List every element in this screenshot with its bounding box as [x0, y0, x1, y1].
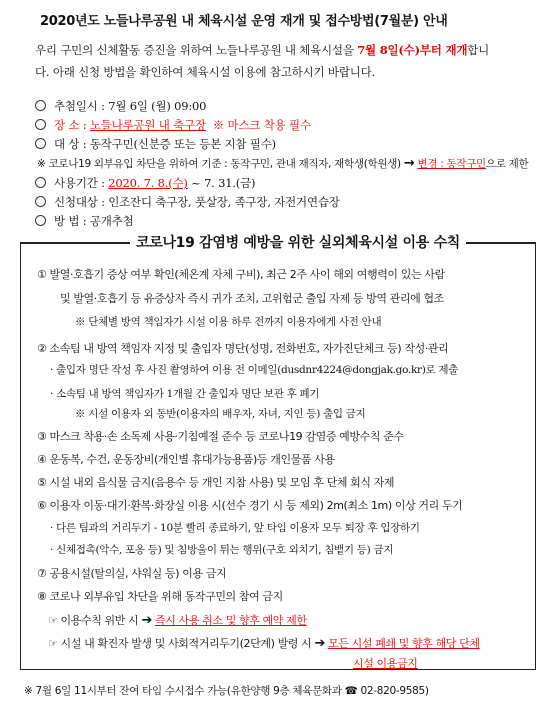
rule-3: ③ 마스크 착용·손 소독제 사용·기침예절 준수 등 코로나19 감염증 예방수칙 준수 [37, 430, 404, 443]
intro-line-2: 다. 아래 신청 방법을 확인하여 체육시설 이용에 참고하시기 바랍니다. [35, 65, 376, 79]
heading-divider [20, 242, 130, 243]
rule-4: ④ 운동복, 수건, 운동장비(개인별 휴대가능용품)등 개인물품 사용 [37, 453, 335, 466]
rule-1-note: ※ 단체별 방역 책임자가 시설 이용 하루 전까지 이용자에게 사전 안내 [75, 316, 382, 328]
rule-8-sub-1 [48, 612, 307, 628]
method-text: 방 법 : 공개추첨 [54, 214, 134, 228]
restriction-change: 변경 : 동작구민 [417, 158, 486, 170]
period-start: 2020. 7. 8.(수) [108, 176, 188, 190]
closure-penalty-cont: 시설 이용금지 [353, 657, 418, 670]
draw-date-text: 추첨일시 : 7월 6일 (월) 09:00 [54, 99, 207, 113]
rule-8-sub-2 [48, 635, 480, 651]
page-title: 2020년도 노들나루공원 내 체육시설 운영 재개 및 접수방법(7월분) 안내 [40, 14, 448, 29]
method-row [35, 213, 134, 229]
facility-row [35, 194, 340, 210]
rule-2-note: ※ 시설 이용자 외 동반(이용자의 배우자, 자녀, 지인 등) 출입 금지 [75, 408, 366, 420]
rules-heading-wrap [20, 230, 536, 254]
rule-6-sub-1: · 다른 팀과의 거리두기 - 10분 빨리 종료하기, 앞 타임 이용자 모두 퇴장 후 입장하기 [50, 522, 420, 534]
rule-6-sub-2: · 신체접촉(악수, 포옹 등) 및 침방울이 튀는 행위(구호 외치기, 침뱉기 등) 금지 [50, 544, 394, 556]
rule-2: ② 소속팀 내 방역 책임자 지정 및 출입자 명단(성명, 전화번호, 자가진단체크 등) 작성·관리 [37, 342, 449, 355]
period-end: ~ 7. 31.(금) [191, 176, 256, 190]
intro-text: 우리 구민의 신체활동 증진을 위하여 노들나루공원 내 체육시설을 [35, 43, 354, 57]
rule-1-line-1: ① 발열·호흡기 증상 여부 확인(체온계 자체 구비), 최근 2주 사이 해외 여행력이 있는 사람 [37, 268, 445, 281]
rule-5: ⑤ 시설 내외 음식물 금지(음용수 등 개인 지참 사용) 및 모임 후 단체 회식 자제 [37, 476, 395, 489]
bullet-circle-icon [35, 138, 46, 149]
violation-label: ☞ 이용수칙 위반 시 [48, 614, 139, 627]
confirmed-case-label: ☞ 시설 내 확진자 발생 및 사회적거리두기(2단계) 발령 시 [48, 637, 312, 650]
closure-penalty: 모든 시설 폐쇄 및 향후 해당 단체 [328, 637, 480, 650]
arrow-right-icon: → [403, 156, 415, 171]
bullet-circle-icon [35, 100, 46, 111]
place-value: 노들나루공원 내 축구장 [89, 118, 206, 132]
arrow-right-icon: ➔ [314, 636, 325, 651]
place-label: 장 소 : [54, 118, 87, 132]
rule-7: ⑦ 공용시설(탈의실, 샤워실 등) 이용 금지 [37, 567, 227, 580]
bullet-circle-icon [35, 177, 46, 188]
arrow-right-icon: ➔ [141, 613, 152, 628]
rule-2-sub-2: · 소속팀 내 방역 책임자가 1개월 간 출입자 명단 보관 후 폐기 [50, 388, 320, 400]
intro-highlight: 7월 8일(수)부터 재개 [357, 43, 468, 57]
mask-note: ※ 마스크 착용 필수 [212, 118, 311, 132]
restriction-note-text: ※ 코로나19 외부유입 차단을 위하여 기준 : 동작구민, 관내 재직자, 재학생(학원생) [37, 158, 401, 170]
intro-text-end: 합니 [467, 43, 490, 57]
restriction-note-end: 으로 제한 [485, 158, 529, 170]
period-label: 사용기간 : [54, 176, 105, 190]
rule-8: ⑧ 코로나 외부유입 차단을 위해 동작구민의 참여 금지 [37, 590, 283, 603]
rule-1-line-2: 및 발열·호흡기 등 유증상자 즉시 귀가 조치, 고위험군 출입 자제 등 방역 관리에 협조 [60, 292, 444, 305]
target-text: 대 상 : 동작구민(신분증 또는 등본 지참 필수) [54, 137, 276, 151]
bullet-circle-icon [35, 119, 46, 130]
target-row [35, 136, 276, 152]
facility-text: 신청대상 : 인조잔디 축구장, 풋살장, 족구장, 자전거연습장 [54, 195, 340, 209]
intro-line-1 [35, 42, 489, 58]
violation-penalty: 즉시 사용 취소 및 향후 예약 제한 [155, 614, 307, 627]
rule-6: ⑥ 이용자 이동·대기·환복·화장실 이용 시(선수 경기 시 등 제외) 2m(최소 1m) 이상 거리 두기 [37, 499, 463, 512]
place-row [35, 117, 311, 133]
draw-date [35, 98, 206, 114]
rules-heading: 코로나19 감염병 예방을 위한 실외체육시설 이용 수칙 [130, 232, 466, 252]
period-row [35, 175, 255, 191]
rule-2-sub-1: · 출입자 명단 작성 후 사진 촬영하여 이용 전 이메일(dusdnr4224@dongjak.go.kr)로 제출 [50, 364, 459, 376]
footer-note: ※ 7월 6일 11시부터 잔여 타임 수시접수 가능(유한양행 9층 체육문화과 ☎ 02-820-9585) [24, 685, 429, 697]
restriction-note [37, 156, 528, 171]
bullet-circle-icon [35, 215, 46, 226]
bullet-circle-icon [35, 196, 46, 207]
